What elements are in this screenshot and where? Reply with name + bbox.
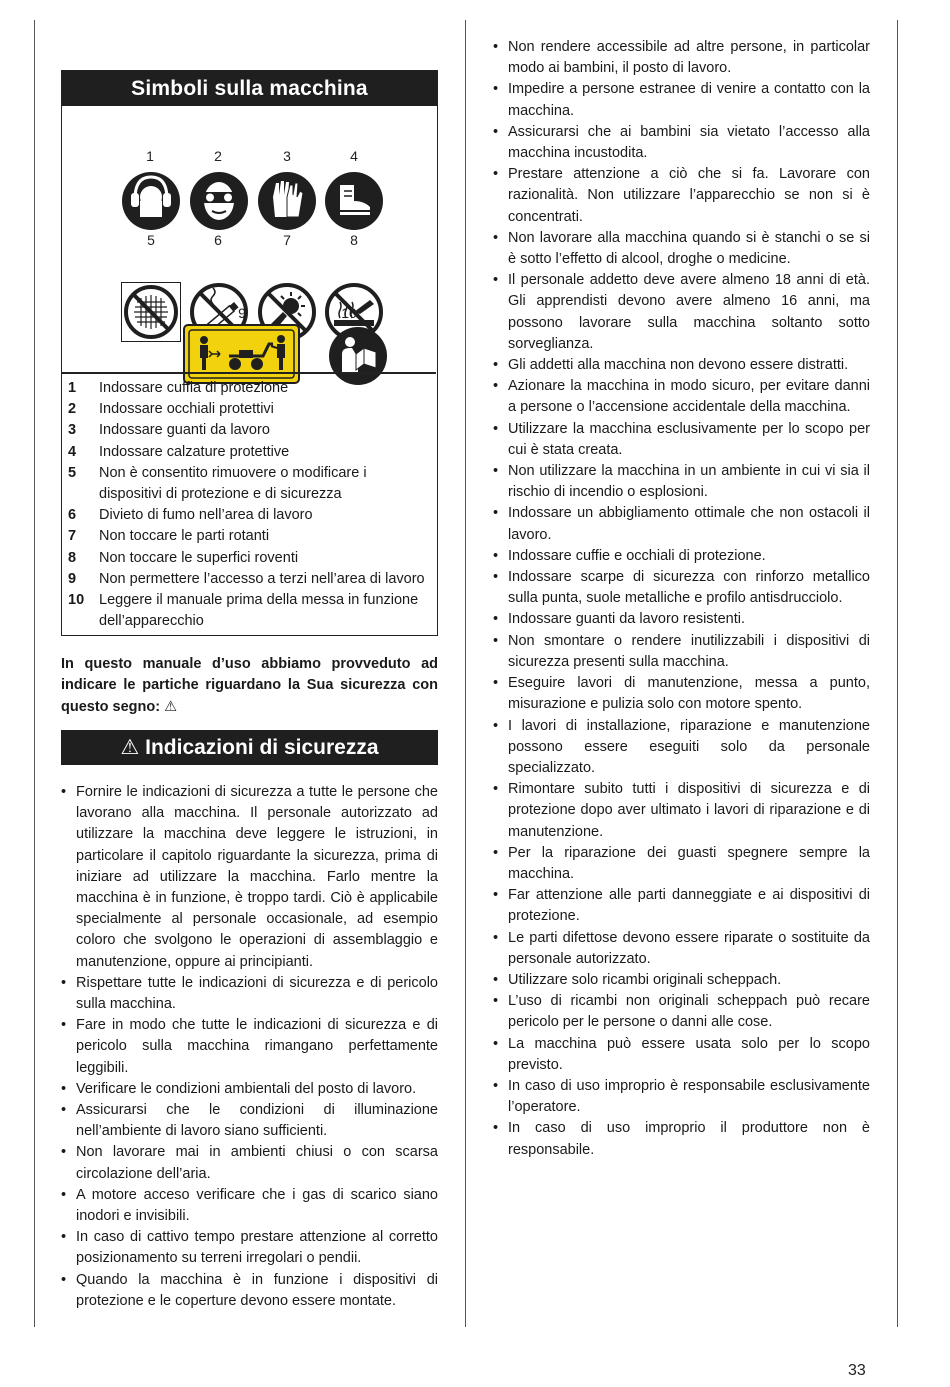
legend-row (68, 548, 432, 569)
symbols-title: Simboli sulla macchina (62, 71, 437, 106)
symbol-number-9: 9 (238, 305, 246, 321)
legend-number: 3 (68, 422, 77, 439)
symbol-number-5: 5 (147, 232, 155, 248)
legend-number: 7 (68, 528, 77, 545)
legend-text: Non toccare le superfici roventi (99, 549, 299, 566)
list-item: • Azionare la macchina in modo sicuro, per evitare danni a persone o l’accensione accidentale della macchina. (492, 376, 870, 418)
legend-text: Non permettere l’accesso a terzi nell’area di lavoro (99, 570, 425, 587)
legend-number: 8 (68, 549, 77, 566)
symbols-grid (62, 106, 436, 372)
left-margin-rule (34, 20, 35, 1327)
list-item: • Rimontare subito tutti i dispositivi di sicurezza e di protezione dopo aver ultimato i lavori di riparazione e di manutenzione. (492, 779, 870, 843)
legend-row (68, 569, 432, 590)
ear-protection-icon (121, 171, 181, 231)
list-item: • Non lavorare mai in ambienti chiusi o con scarsa circolazione dell’aria. (60, 1142, 438, 1184)
legend-row (68, 378, 432, 399)
list-item: • Utilizzare la macchina esclusivamente per lo scopo per cui è stata creata. (492, 419, 870, 461)
legend-row (68, 526, 432, 547)
list-item: • Non rendere accessibile ad altre persone, in particolar modo ai bambini, il posto di lavoro. (492, 37, 870, 79)
list-item: • Eseguire lavori di manutenzione, messa a punto, misurazione e pulizia solo con motore spento. (492, 673, 870, 715)
legend-text: Divieto di fumo nell’area di lavoro (99, 507, 313, 524)
symbol-number-10: 10 (341, 305, 357, 321)
list-item: • Non smontare o rendere inutilizzabili i dispositivi di sicurezza presenti sulla macchina. (492, 631, 870, 673)
list-item: • Far attenzione alle parti danneggiate e ai dispositivi di protezione. (492, 885, 870, 927)
list-item: • La macchina può essere usata solo per lo scopo previsto. (492, 1034, 870, 1076)
right-margin-rule (897, 20, 898, 1327)
symbol-number-4: 4 (350, 148, 358, 164)
section-title: ⚠ Indicazioni di sicurezza (61, 730, 438, 765)
legend-number: 1 (68, 380, 77, 396)
symbol-number-7: 7 (283, 232, 291, 248)
list-item: • In caso di uso improprio è responsabile esclusivamente l’operatore. (492, 1076, 870, 1118)
legend-row (68, 505, 432, 526)
right-safety-list (492, 37, 870, 1161)
list-item: • Il personale addetto deve avere almeno 18 anni di età. Gli apprendisti devono avere almeno 16 anni, ma possono lavorare sulla macchina soltanto sotto sorveglianza. (492, 270, 870, 355)
list-item: • Non lavorare alla macchina quando si è stanchi o se si è sotto l’effetto di alcool, droghe o medicine. (492, 228, 870, 270)
list-item: • Non utilizzare la macchina in un ambiente in cui vi sia il rischio di incendio o esplosioni. (492, 461, 870, 503)
list-item: • Fare in modo che tutte le indicazioni di sicurezza e di pericolo sulla macchina rimangano perfettamente leggibili. (60, 1015, 438, 1079)
legend-number: 10 (68, 592, 85, 609)
list-item: • Indossare scarpe di sicurezza con rinforzo metallico sulla punta, suole metalliche e profilo antisdrucciolo. (492, 567, 870, 609)
legend-number: 5 (68, 464, 77, 481)
list-item: • Rispettare tutte le indicazioni di sicurezza e di pericolo sulla macchina. (60, 973, 438, 1015)
list-item: • Indossare guanti da lavoro resistenti. (492, 609, 870, 630)
legend-text: Non è consentito rimuovere o modificare i dispositivi di protezione e di sicurezza (99, 464, 367, 503)
symbol-number-1: 1 (146, 148, 154, 164)
safety-intro-paragraph: In questo manuale d’uso abbiamo provveduto ad indicare le partiche riguardano la Sua sicurezza con questo segno: ⚠ (61, 656, 438, 715)
symbol-number-2: 2 (214, 148, 222, 164)
legend-number: 6 (68, 507, 77, 524)
list-item: • L’uso di ricambi non originali scheppach può recare pericolo per le persone o danni alle cose. (492, 991, 870, 1033)
list-item: • Gli addetti alla macchina non devono essere distratti. (492, 355, 870, 376)
symbols-panel (61, 70, 438, 636)
list-item: • In caso di cattivo tempo prestare attenzione al corretto posizionamento su terreni irregolari o pendii. (60, 1227, 438, 1269)
no-removing-guards-icon (121, 282, 181, 342)
list-item: • Utilizzare solo ricambi originali scheppach. (492, 970, 870, 991)
list-item: • Assicurarsi che ai bambini sia vietato l’accesso alla macchina incustodita. (492, 122, 870, 164)
eye-protection-icon (189, 171, 249, 231)
legend-row (68, 399, 432, 420)
gloves-icon (257, 171, 317, 231)
symbols-legend (68, 378, 432, 632)
list-item: • I lavori di installazione, riparazione e manutenzione possono essere eseguiti solo da personale specializzato. (492, 716, 870, 780)
page-number: 33 (848, 1362, 866, 1379)
symbol-number-6: 6 (214, 232, 222, 248)
legend-text: Indossare calzature protettive (99, 443, 290, 460)
legend-text: Leggere il manuale prima della messa in funzione dell’apparecchio (99, 592, 419, 630)
symbol-number-8: 8 (350, 232, 358, 248)
symbol-number-3: 3 (283, 148, 291, 164)
legend-row (68, 590, 432, 632)
list-item: • Verificare le condizioni ambientali del posto di lavoro. (60, 1079, 438, 1100)
list-item: • Assicurarsi che le condizioni di illuminazione nell’ambiente di lavoro siano sufficienti. (60, 1100, 438, 1142)
list-item: • Prestare attenzione a ciò che si fa. Lavorare con razionalità. Non utilizzare l’apparecchio se non si è concentrati. (492, 164, 870, 228)
legend-text: Non toccare le parti rotanti (99, 528, 270, 545)
list-item: • Quando la macchina è in funzione i dispositivi di protezione e le coperture devono essere montate. (60, 1270, 438, 1312)
legend-number: 2 (68, 401, 77, 418)
keep-bystanders-away-icon (183, 324, 300, 384)
list-item: • Le parti difettose devono essere riparate o sostituite da personale autorizzato. (492, 928, 870, 970)
legend-number: 9 (68, 570, 77, 587)
symbols-divider (62, 372, 436, 374)
list-item: • Fornire le indicazioni di sicurezza a tutte le persone che lavorano alla macchina. Il personale autorizzato ad utilizzare la macchina deve leggere le istruzioni, in particolare il capitolo riguardante la sicurezza, prima di iniziare ad utilizzare la macchina. Farlo mentre la macchina è in funzione, è troppo tardi. Ciò è applicabile specialmente al personale occasionale, ad esempio coloro che svolgono le operazioni di assemblaggio e manutenzione, oppure ai principianti. (60, 782, 438, 973)
safety-boots-icon (324, 171, 384, 231)
column-divider-rule (465, 20, 466, 1327)
read-manual-icon (328, 326, 388, 386)
list-item: • Impedire a persone estranee di venire a contatto con la macchina. (492, 79, 870, 121)
legend-text: Indossare cuffia di protezione (99, 380, 289, 396)
legend-number: 4 (68, 443, 77, 460)
legend-row (68, 442, 432, 463)
list-item: • Indossare cuffie e occhiali di protezione. (492, 546, 870, 567)
list-item: • A motore acceso verificare che i gas di scarico siano inodori e invisibili. (60, 1185, 438, 1227)
list-item: • Indossare un abbigliamento ottimale che non ostacoli il lavoro. (492, 503, 870, 545)
legend-row (68, 420, 432, 441)
left-safety-list (60, 782, 438, 1312)
list-item: • In caso di uso improprio il produttore non è responsabile. (492, 1118, 870, 1160)
legend-text: Indossare guanti da lavoro (99, 422, 270, 439)
list-item: • Per la riparazione dei guasti spegnere sempre la macchina. (492, 843, 870, 885)
legend-text: Indossare occhiali protettivi (99, 401, 274, 418)
legend-row (68, 463, 432, 505)
